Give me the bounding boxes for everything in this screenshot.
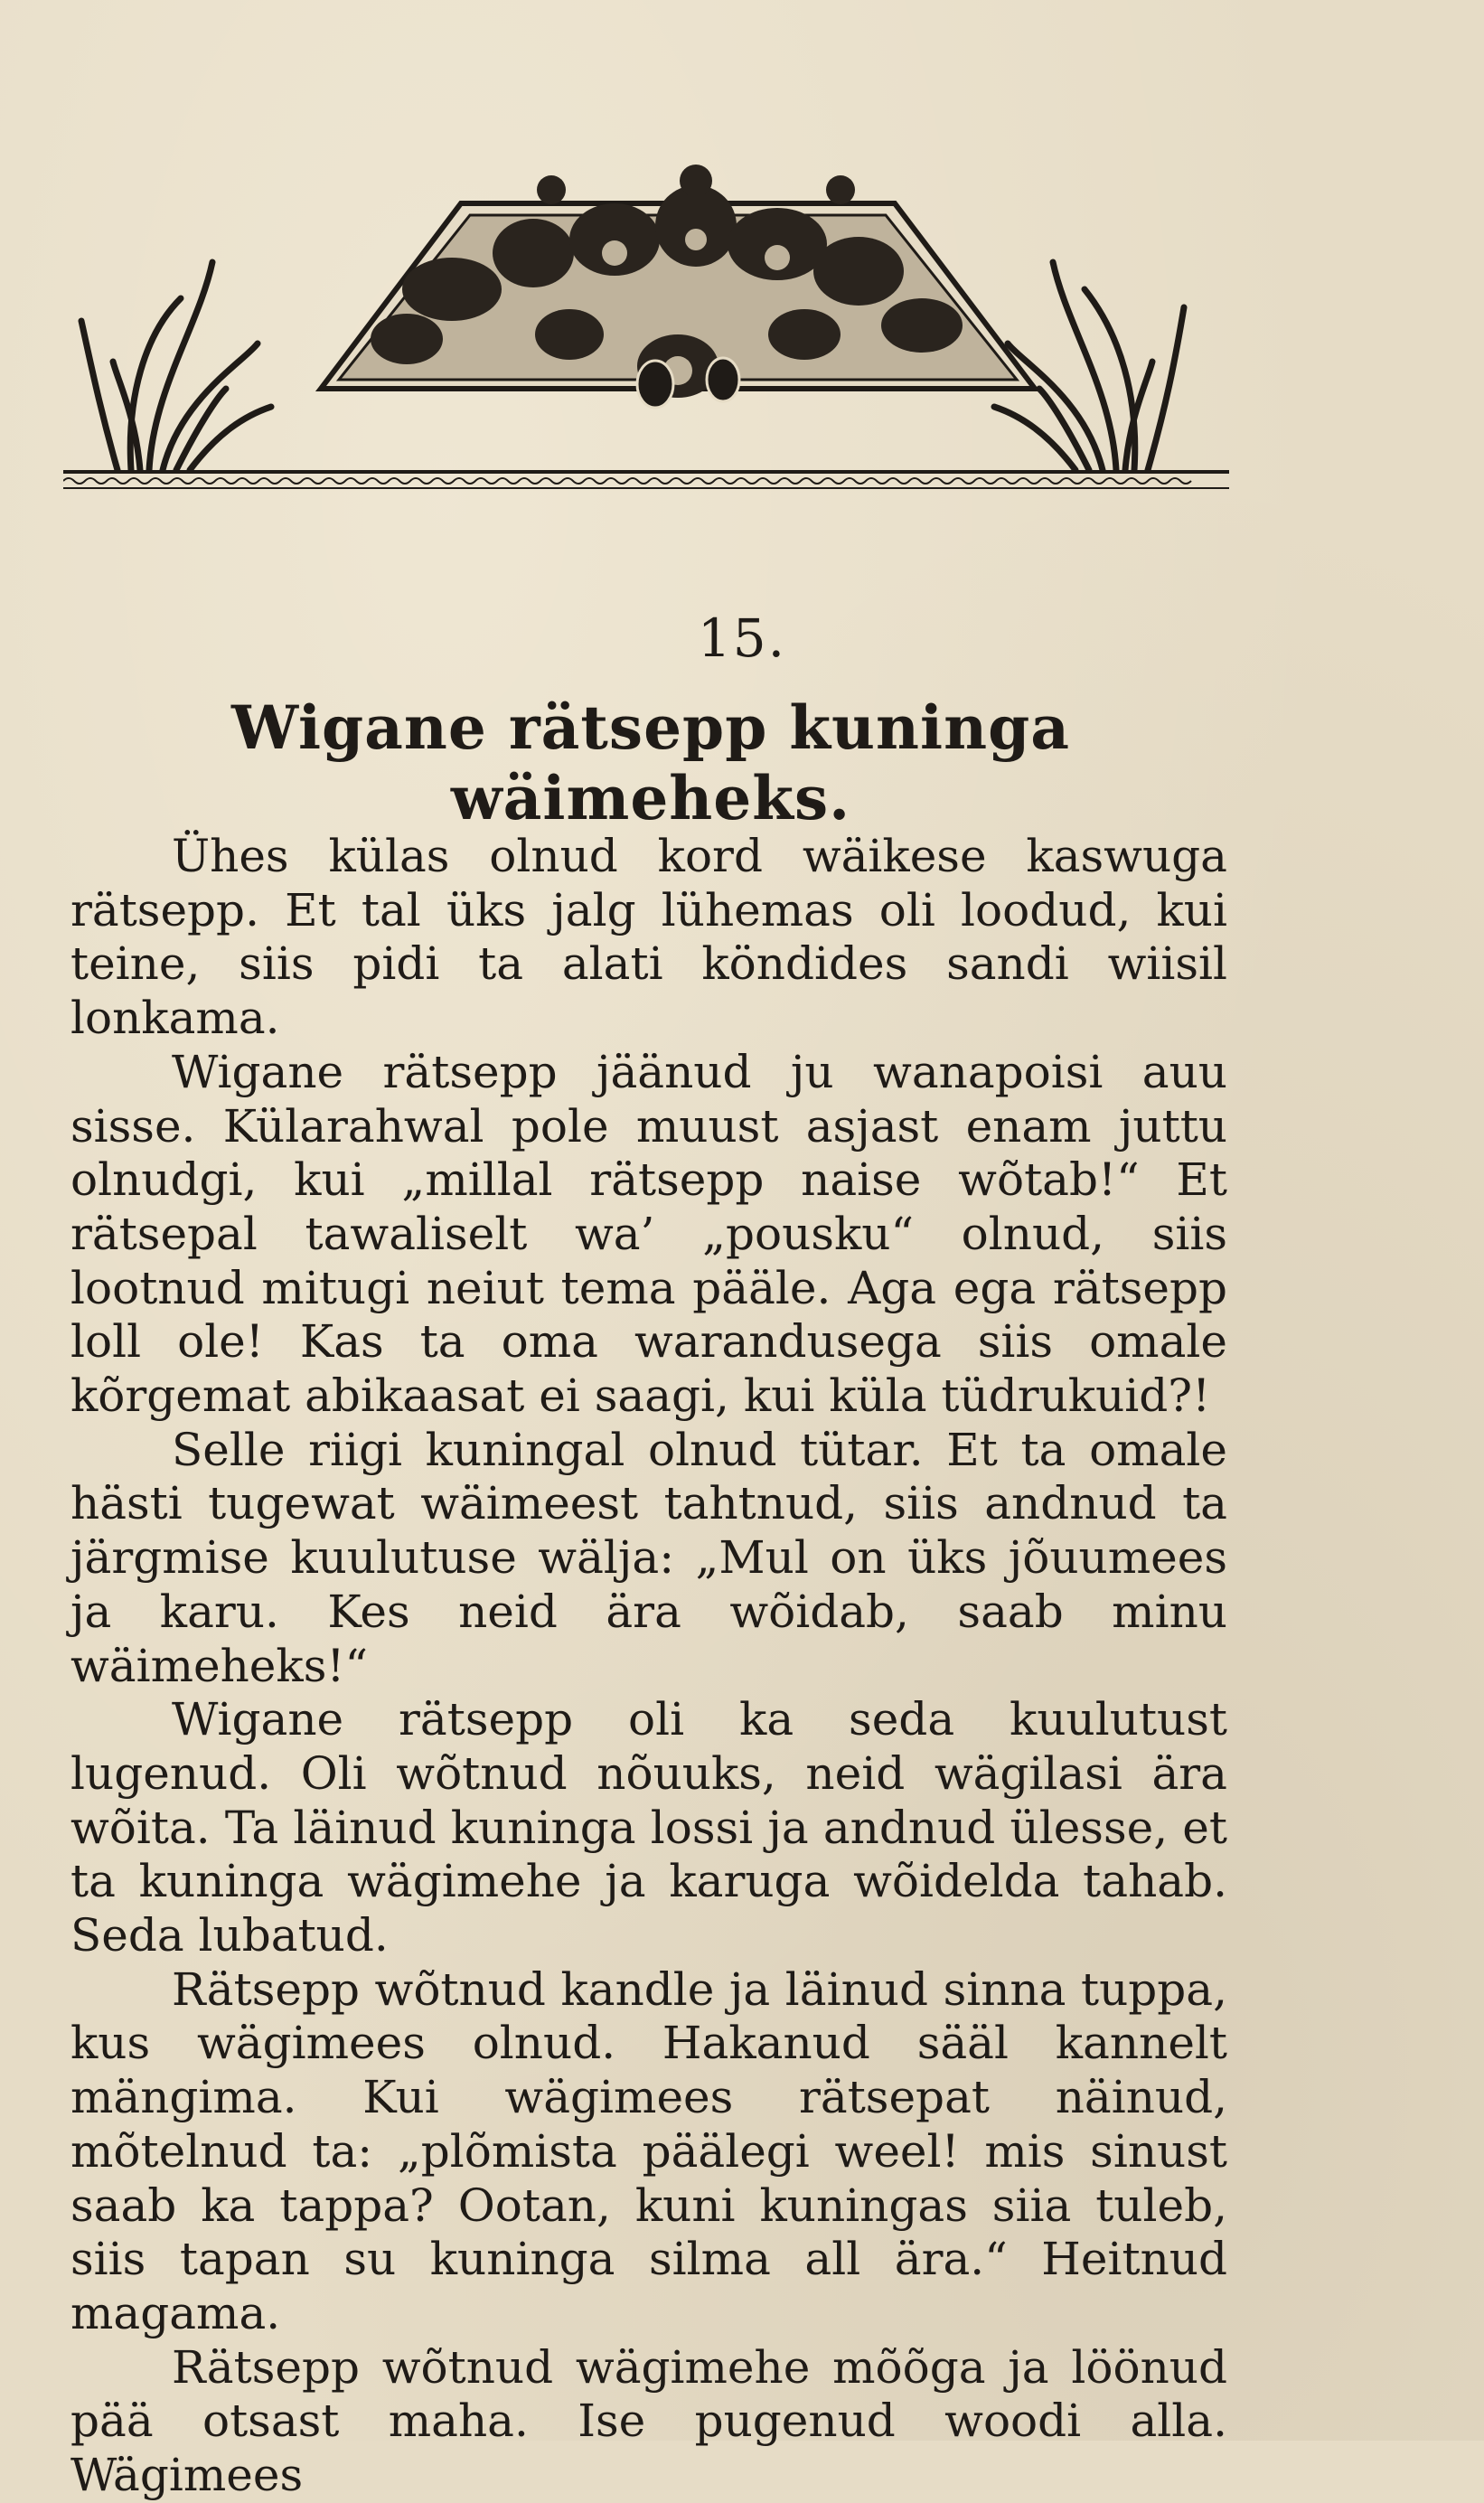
paragraph: Ühes külas olnud kord wäikese kaswuga rätsepp. Et tal üks jalg lühemas oli loodud, kui teine, siis pidi ta alati köndides sandi wiisil lonkama. bbox=[70, 830, 1227, 1045]
paragraph: Selle riigi kuningal olnud tütar. Et ta omale hästi tugewat wäimeest tahtnud, siis andnud ta järgmise kuulutuse wälja: „Mul on üks jõuumees ja karu. Kes neid ära wõidab, saab minu wäimeheks!“ bbox=[70, 1423, 1227, 1692]
oak-leaf-and-grass-header-ornament-icon bbox=[63, 154, 1238, 497]
chapter-title: Wigane rätsepp kuninga wäimeheks. bbox=[230, 692, 1071, 833]
right-grass-icon bbox=[994, 262, 1184, 470]
chapter-number: 15. bbox=[697, 607, 787, 669]
oak-leaf-panel-icon bbox=[321, 165, 1035, 408]
paragraph: Rätsepp wõtnud kandle ja läinud sinna tuppa, kus wägimees olnud. Hakanud sääl kannelt mängima. Kui wägimees rätsepat näinud, mõtelnud ta: „plõmista päälegi weel! mis sinust saab ka tappa? Ootan, kuni kuningas siia tuleb, siis tapan su kuninga silma all ära.“ Heitnud magama. bbox=[70, 1962, 1227, 2339]
ornament-rule-icon bbox=[63, 472, 1229, 488]
paragraph: Rätsepp wõtnud wägimehe mõõga ja löönud pää otsast maha. Ise pugenud woodi alla. Wägimees bbox=[70, 2340, 1227, 2502]
paragraph: Wigane rätsepp jäänud ju wanapoisi auu sisse. Külarahwal pole muust asjast enam juttu olnudgi, kui „millal rätsepp naise wõtab!“ Et rätsepal tawaliselt wa’ „pousku“ olnud, siis lootnud mitugi neiut tema pääle. Aga ega rätsepp loll ole! Kas ta oma warandusega siis omale kõrgemat abikaasat ei saagi, kui küla tüdrukuid?! bbox=[70, 1045, 1227, 1423]
paragraph: Wigane rätsepp oli ka seda kuulutust lugenud. Oli wõtnud nõuuks, neid wägilasi ära wõita. Ta läinud kuninga lossi ja andnud ülesse, et ta kuninga wägimehe ja karuga wõidelda tahab. Seda lubatud. bbox=[70, 1693, 1227, 1962]
chapter-body bbox=[70, 830, 1227, 2503]
left-grass-icon bbox=[81, 262, 271, 470]
